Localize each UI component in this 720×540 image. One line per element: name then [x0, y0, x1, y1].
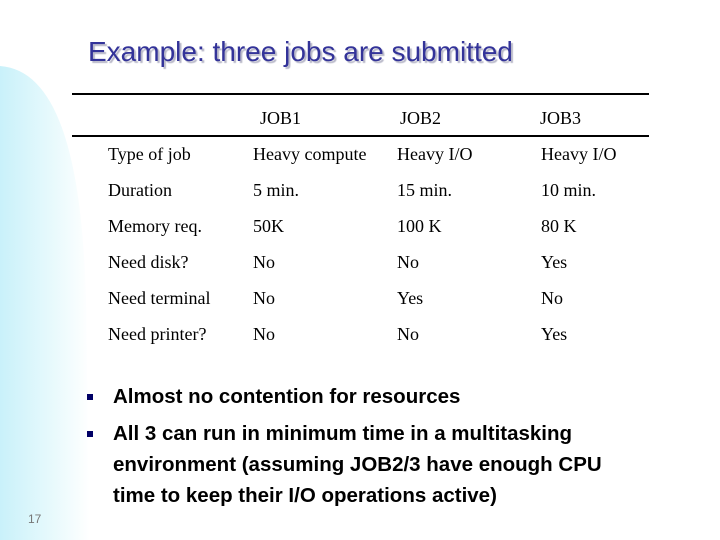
bullet-2-line-3: time to keep their I/O operations active) [113, 484, 497, 507]
column-header-job3: JOB3 [540, 108, 582, 128]
cell-memory-job2: 100 K [397, 216, 442, 236]
cell-printer-job3: Yes [541, 324, 568, 344]
cell-duration-job2: 15 min. [397, 180, 453, 200]
row-label-disk: Need disk? [108, 252, 189, 272]
cell-printer-job1: No [253, 324, 275, 344]
bullet-marker-1 [87, 394, 93, 400]
cell-memory-job3: 80 K [541, 216, 577, 236]
row-label-printer: Need printer? [108, 324, 207, 344]
table-header-rule [72, 135, 649, 137]
bullet-text-2 [113, 418, 602, 511]
cell-type-job3: Heavy I/O [541, 144, 617, 164]
row-label-memory: Memory req. [108, 216, 202, 236]
cell-duration-job3: 10 min. [541, 180, 597, 200]
cell-terminal-job1: No [253, 288, 275, 308]
cell-printer-job2: No [397, 324, 419, 344]
slide-title: Example: three jobs are submitted [88, 36, 513, 67]
cell-disk-job3: Yes [541, 252, 568, 272]
bullet-2-line-1: All 3 can run in minimum time in a multitasking [113, 422, 573, 445]
cell-terminal-job3: No [541, 288, 563, 308]
bullet-2-line-2: environment (assuming JOB2/3 have enough CPU [113, 453, 602, 476]
bullet-text-1 [113, 381, 460, 412]
cell-terminal-job2: Yes [397, 288, 424, 308]
cell-memory-job1: 50K [253, 216, 284, 236]
cell-type-job1: Heavy compute [253, 144, 367, 164]
page-number: 17 [28, 512, 42, 526]
cell-disk-job2: No [397, 252, 419, 272]
row-label-terminal: Need terminal [108, 288, 211, 308]
row-label-type: Type of job [108, 144, 191, 164]
bullet-1-line-1: Almost no contention for resources [113, 385, 461, 408]
table-top-rule [72, 93, 649, 95]
column-header-job2: JOB2 [400, 108, 442, 128]
cell-type-job2: Heavy I/O [397, 144, 473, 164]
column-header-job1: JOB1 [260, 108, 302, 128]
row-label-duration: Duration [108, 180, 172, 200]
cell-disk-job1: No [253, 252, 275, 272]
bullet-marker-2 [87, 431, 93, 437]
cell-duration-job1: 5 min. [253, 180, 300, 200]
